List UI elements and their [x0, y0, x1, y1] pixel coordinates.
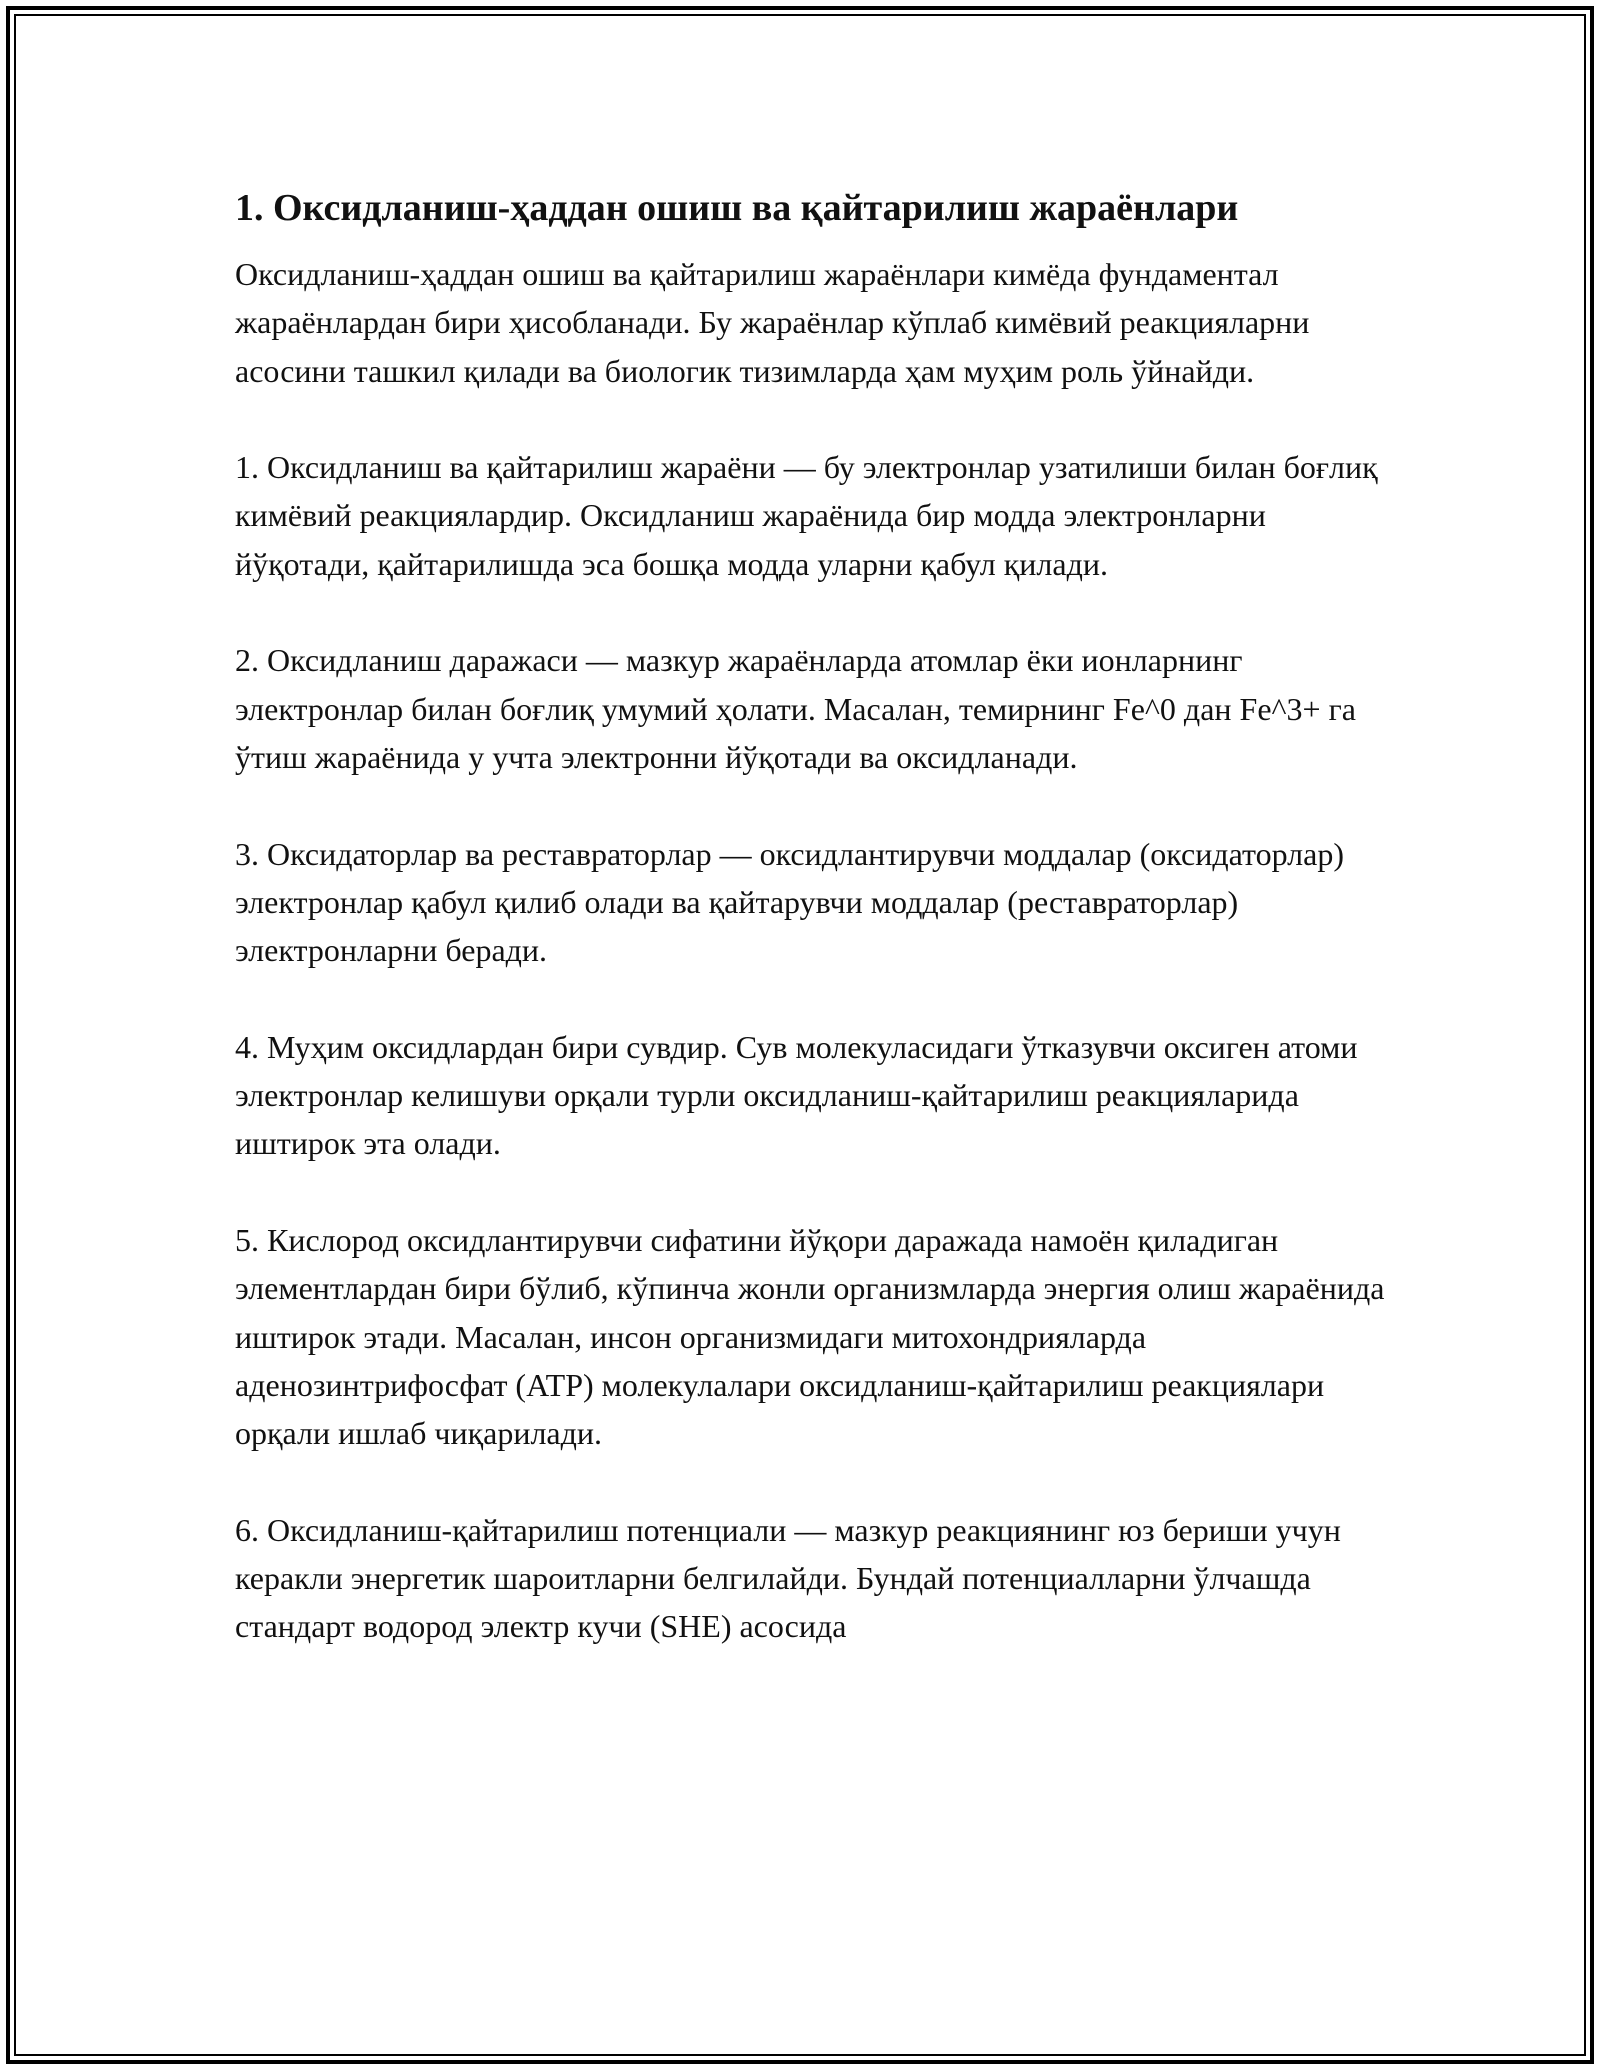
paragraph-item-5: 5. Кислород оксидлантирувчи сифатини йўқори даражада намоён қиладиган элементлардан бири бўлиб, кўпинча жонли организмларда энергия олиш жараёнида иштирок этади. Масалан, инсон организмидаги митохондрияларда аденозинтрифосфат (ATP) молекулалари оксидланиш-қайтарилиш реакциялари орқали ишлаб чиқарилади. — [235, 1221, 1385, 1452]
paragraph-item-4: 4. Муҳим оксидлардан бири сувдир. Сув молекуласидаги ўтказувчи оксиген атоми электронлар келишуви орқали турли оксидланиш-қайтарилиш реакцияларида иштирок эта олади. — [235, 1028, 1358, 1162]
paragraph-item-2: 2. Оксидланиш даражаси — мазкур жараёнларда атомлар ёки ионларнинг электронлар билан боғлиқ умумий ҳолати. Масалан, темирнинг Fe^0 дан Fe^3+ га ўтиш жараёнида у учта электронни йўқотади ва оксидланади. — [235, 642, 1356, 775]
document-body — [235, 184, 1385, 1699]
paragraph-item-1: 1. Оксидланиш ва қайтарилиш жараёни — бу электронлар узатилиши билан боғлиқ кимёвий реакциялардир. Оксидланиш жараёнида бир модда электронларни йўқотади, қайтарилишда эса бошқа модда уларни қабул қилади. — [235, 449, 1378, 582]
section-heading: 1. Оксидланиш-ҳаддан ошиш ва қайтарилиш жараёнлари — [235, 187, 1239, 229]
paragraph-item-3: 3. Оксидаторлар ва реставраторлар — оксидлантирувчи моддалар (оксидаторлар) электронлар қабул қилиб олади ва қайтарувчи моддалар (реставраторлар) электронларни беради. — [235, 835, 1344, 969]
paragraph-item-6: 6. Оксидланиш-қайтарилиш потенциали — мазкур реакциянинг юз бериши учун керакли энергетик шароитларни белгилайди. Бундай потенциалларни ўлчашда стандарт водород электр кучи (SHE) асосида — [235, 1511, 1341, 1645]
intro-paragraph: Оксидланиш-ҳаддан ошиш ва қайтарилиш жараёнлари кимёда фундаментал жараёнлардан бири ҳисобланади. Бу жараёнлар кўплаб кимёвий реакцияларни асосини ташкил қилади ва биологик тизимларда ҳам муҳим роль ўйнайди. — [235, 256, 1310, 389]
